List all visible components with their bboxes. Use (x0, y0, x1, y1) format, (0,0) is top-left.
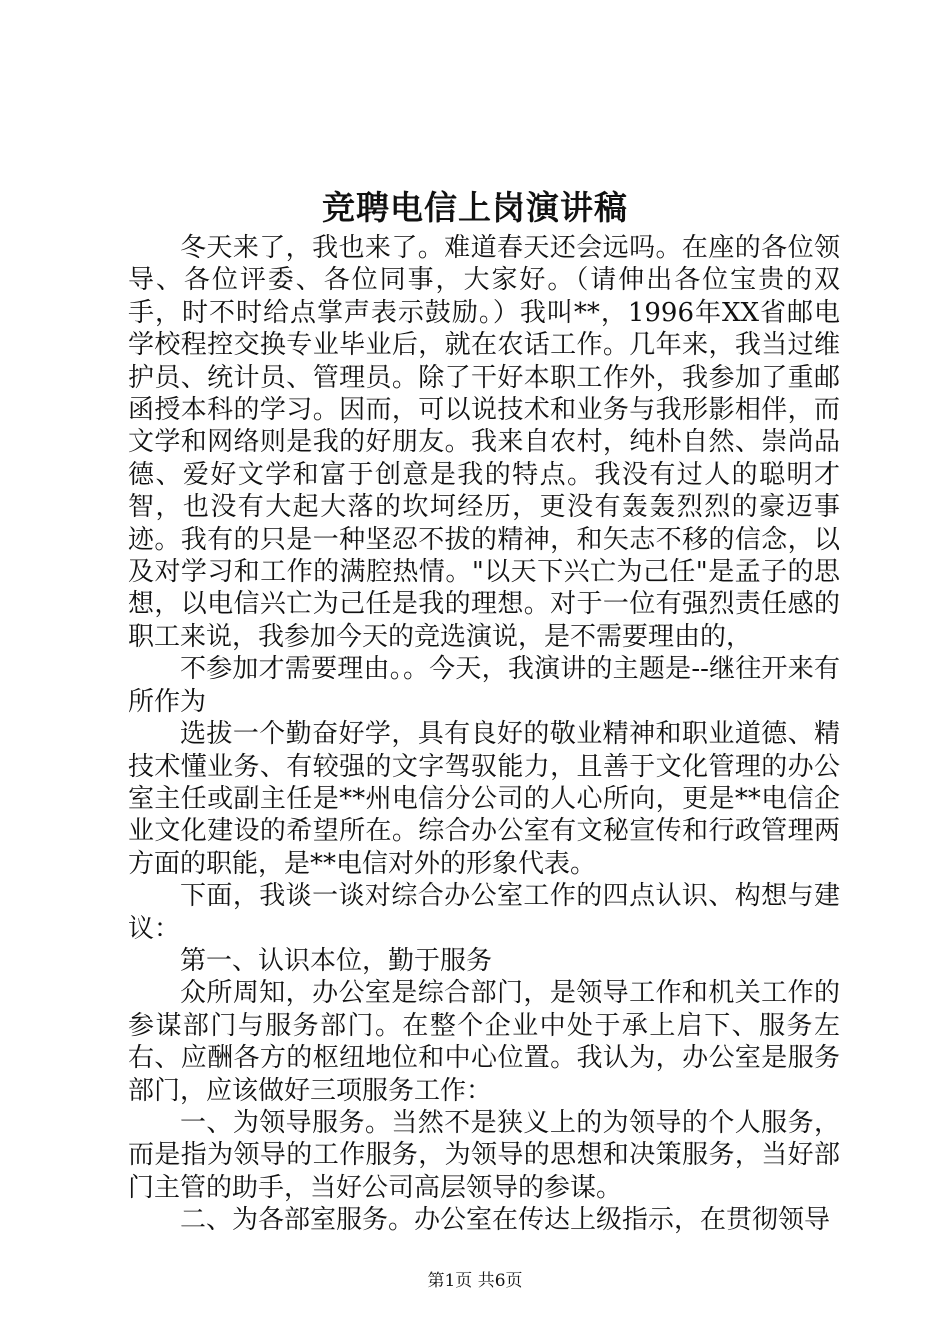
paragraph-four-points: 下面，我谈一谈对综合办公室工作的四点认识、构想与建议： (128, 881, 840, 944)
paragraph-theme: 不参加才需要理由。。今天，我演讲的主题是--继往开来有所作为 (128, 654, 840, 717)
section-heading-first: 第一、认识本位，勤于服务 (180, 945, 493, 976)
paragraph-intro: 冬天来了，我也来了。难道春天还会远吗。在座的各位领导、各位评委、各位同事，大家好。（请伸出各位宝贵的双手，时不时给点掌声表示鼓励。）我叫**，1996年XX省邮电学校程控交换专业毕业后，就在农话工作。几年来，我当过维护员、统计员、管理员。除了干好本职工作外，我参加了重邮函授本科的学习。因而，可以说技术和业务与我形影相伴，而文学和网络则是我的好朋友。我来自农村，纯朴自然、崇尚品德、爱好文学和富于创意是我的特点。我没有过人的聪明才智，也没有大起大落的坎坷经历，更没有轰轰烈烈的豪迈事迹。我有的只是一种坚忍不拔的精神，和矢志不移的信念，以及对学习和工作的满腔热情。"以天下兴亡为己任"是孟子的思想，以电信兴亡为己任是我的理想。对于一位有强烈责任感的职工来说，我参加今天的竞选演说，是不需要理由的， (128, 233, 840, 652)
paragraph-serve-leaders: 一、为领导服务。当然不是狭义上的为领导的个人服务，而是指为领导的工作服务，为领导的思想和决策服务，当好部门主管的助手，当好公司高层领导的参谋。 (128, 1107, 840, 1203)
document-body (128, 232, 840, 1237)
paragraph-serve-departments: 二、为各部室服务。办公室在传达上级指示，在贯彻领导 (180, 1205, 831, 1236)
paragraph-office-role: 众所周知，办公室是综合部门，是领导工作和机关工作的参谋部门与服务部门。在整个企业中处于承上启下、服务左右、应酬各方的枢纽地位和中心位置。我认为，办公室是服务部门，应该做好三项服务工作： (128, 978, 840, 1106)
paragraph-selection: 选拔一个勤奋好学，具有良好的敬业精神和职业道德、精技术懂业务、有较强的文字驾驭能力，且善于文化管理的办公室主任或副主任是**州电信分公司的人心所向，更是**电信企业文化建设的希望所在。综合办公室有文秘宣传和行政管理两方面的职能，是**电信对外的形象代表。 (128, 719, 840, 879)
page-footer: 第1页 共6页 (427, 1271, 523, 1291)
document-title: 竞聘电信上岗演讲稿 (322, 188, 628, 227)
